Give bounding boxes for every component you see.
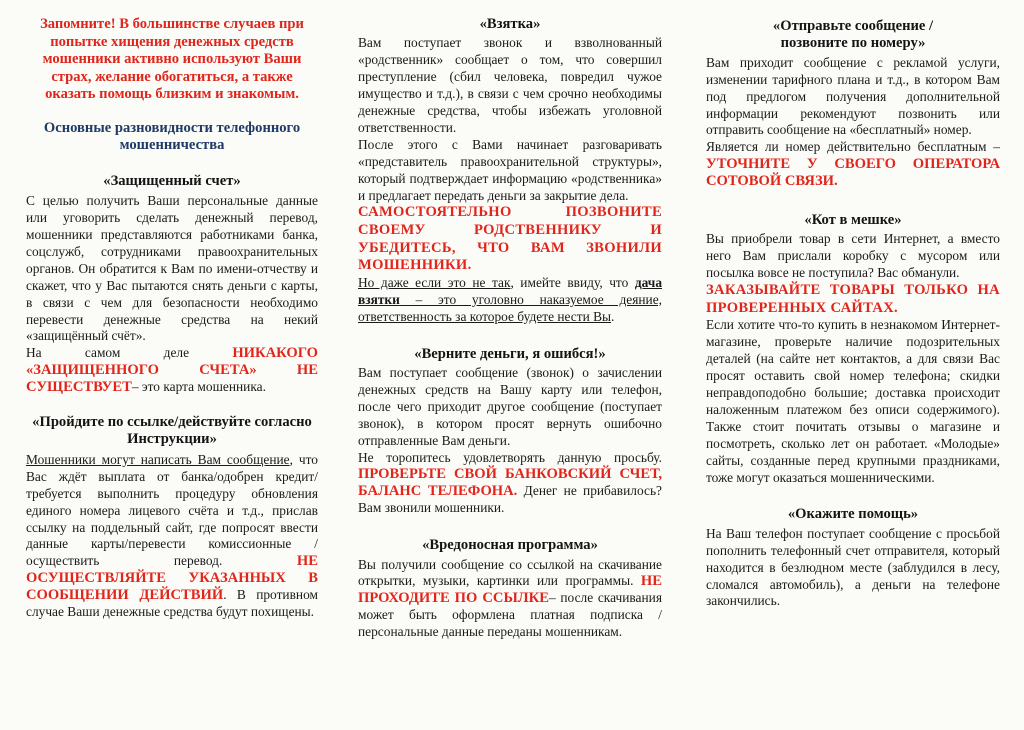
section-warning-bribe: САМОСТОЯТЕЛЬНО ПОЗВОНИТЕ СВОЕМУ РОДСТВЕННИКУ И УБЕДИТЕСЬ, ЧТО ВАМ ЗВОНИЛИ МОШЕННИКИ. — [358, 204, 662, 274]
section-warning-send-message — [706, 139, 1000, 190]
section-body-follow-link — [26, 452, 318, 621]
section-body-protected-account: С целью получить Ваши персональные данные или уговорить сделать денежный перевод, мошенники представляются работниками банка, соцслужб, сотрудниками правоохранительных органов. Он обратится к Вам по имени-отчеству и скажет, что у Вас пытаются снять деньги с карты, в связи с чем для безопасности необходимо перевести денежные средства на некий «защищённый счёт». — [26, 193, 318, 344]
section-body-malware — [358, 557, 662, 642]
column-middle — [358, 16, 662, 641]
column-left — [26, 14, 318, 621]
section-title-cat-in-bag: «Кот в мешке» — [804, 212, 902, 229]
underlined-text-2: – это уголовно наказуемое деяние, ответственность за которое будете нести Вы — [358, 291, 662, 324]
section-title-malware: «Вредоносная программа» — [422, 537, 598, 554]
warning-red-text: УТОЧНИТЕ У СВОЕГО ОПЕРАТОРА СОТОВОЙ СВЯЗИ. — [706, 156, 1000, 190]
body-text: Вы получили сообщение со ссылкой на скачивание открытки, музыки, картинки или программы. — [358, 556, 662, 589]
section-title-protected-account: «Защищенный счет» — [103, 172, 241, 189]
body-text: , имейте ввиду, что — [510, 274, 635, 290]
section-body-cat-in-bag-2: Если хотите что-то купить в незнакомом Интернет-магазине, проверьте наличие подозрительных деталей (на сайте нет контактов, а для связи Вас просят оставить свой номер телефона; скидки неправдоподобно большие; доставка происходит наложенным платежом без описи содержимого). Также стоит почитать отзывы о магазине и посмотреть, сколько лет он работает. «Молодые» сайты, созданные перед крупными праздниками, тоже могут оказаться мошенническими. — [706, 317, 1000, 485]
section-title-return-money: «Верните деньги, я ошибся!» — [414, 345, 606, 362]
brochure-subtitle: Основные разновидности телефонного мошенничества — [43, 119, 301, 154]
warning-red-text: НЕ ОСУЩЕСТВЛЯЙТЕ УКАЗАННЫХ В СООБЩЕНИИ ДЕЙСТВИЙ — [26, 553, 318, 604]
section-title-follow-link: «Пройдите по ссылке/действуйте согласно Инструкции» — [32, 414, 312, 448]
warning-red-text: НЕ ПРОХОДИТЕ ПО ССЫЛКЕ — [358, 573, 662, 607]
warning-lead: На самом деле — [26, 345, 233, 361]
body-text: Не торопитесь удовлетворять данную просьбу. — [358, 449, 662, 465]
column-right — [706, 18, 1000, 610]
section-title-send-message: «Отправьте сообщение / позвоните по номеру» — [772, 18, 934, 52]
warning-red-text: ПРОВЕРЬТЕ СВОЙ БАНКОВСКИЙ СЧЕТ, БАЛАНС ТЕЛЕФОНА. — [358, 466, 662, 500]
section-body-bribe-1: Вам поступает звонок и взволнованный «родственник» сообщает о том, что совершил преступление (сбил человека, повредил чужое имущество и т.д.), в связи с чем срочно необходимы денежные средства, чтобы избежать уголовной ответственности. — [358, 35, 662, 135]
body-text: Является ли номер действительно бесплатным – — [706, 139, 1000, 155]
underlined-text: Мошенники могут написать Вам сообщение — [26, 451, 290, 467]
section-body-cat-in-bag-1: Вы приобрели товар в сети Интернет, а вместо него Вам прислали коробку с мусором или посылка вовсе не поступила? Вас обманули. — [706, 231, 1000, 281]
section-note-bribe — [358, 275, 662, 326]
section-title-bribe: «Взятка» — [479, 16, 541, 32]
warning-red-text: НИКАКОГО «ЗАЩИЩЕННОГО СЧЕТА» НЕ СУЩЕСТВУЕТ — [26, 345, 318, 396]
section-body-return-money-1: Вам поступает сообщение (звонок) о зачислении денежных средств на Вашу карту или телефон, после чего приходит другое сообщение (поступает звонок), в котором просят вернуть ошибочно отправленные Вам деньги. — [358, 364, 662, 448]
section-warning-cat-in-bag: ЗАКАЗЫВАЙТЕ ТОВАРЫ ТОЛЬКО НА ПРОВЕРЕННЫХ САЙТАХ. — [706, 282, 1000, 316]
bold-underlined-text: дача взятки — [358, 274, 663, 307]
body-text: , что Вас ждёт выплата от банка/одобрен кредит/требуется выполнить процедуру обновления единого номера лицевого счёта и т.д., прислав ссылку на поддельный сайт, где попросят ввести данные карты/перевести комиссионные / осуществить перевод. — [26, 451, 318, 569]
remember-notice: Запомните! В большинстве случаев при попытке хищения денежных средств мошенники активно используют Ваши страх, желание обогатиться, а также оказать помощь близким и знакомым. — [40, 16, 304, 103]
warning-tail: – после скачивания может быть оформлена платная подписка / персональные данные переданы мошенникам. — [358, 590, 662, 640]
section-body-bribe-2: После этого с Вами начинает разговаривать «представитель правоохранительной структуры», который подтверждает информацию «родственника» и предлагает передать деньги за закрытие дела. — [358, 136, 662, 203]
section-body-return-money-2 — [358, 450, 662, 518]
warning-tail: . В противном случае Ваши денежные средства будут похищены. — [26, 587, 318, 620]
warning-tail: – это карта мошенника. — [131, 379, 266, 395]
end-text: . — [611, 308, 615, 324]
section-title-help: «Окажите помощь» — [787, 506, 919, 523]
warning-tail: Денег не прибавилось? Вам звонили мошенники. — [358, 483, 663, 516]
section-body-help: На Ваш телефон поступает сообщение с просьбой пополнить телефонный счет отправителя, который находится в безлюдном месте (заблудился в лесу, сломался автомобиль), а деньги на телефоне закончились. — [706, 525, 1000, 609]
underlined-text: Но даже если это не так — [358, 274, 511, 290]
section-warning-protected-account — [26, 345, 318, 396]
section-body-send-message: Вам приходит сообщение с рекламой услуги, изменении тарифного плана и т.д., в котором Вам под предлогом получения дополнительной информации рекомендуют позвонить или отправить сообщение на «бесплатный» номер. — [706, 54, 1000, 138]
